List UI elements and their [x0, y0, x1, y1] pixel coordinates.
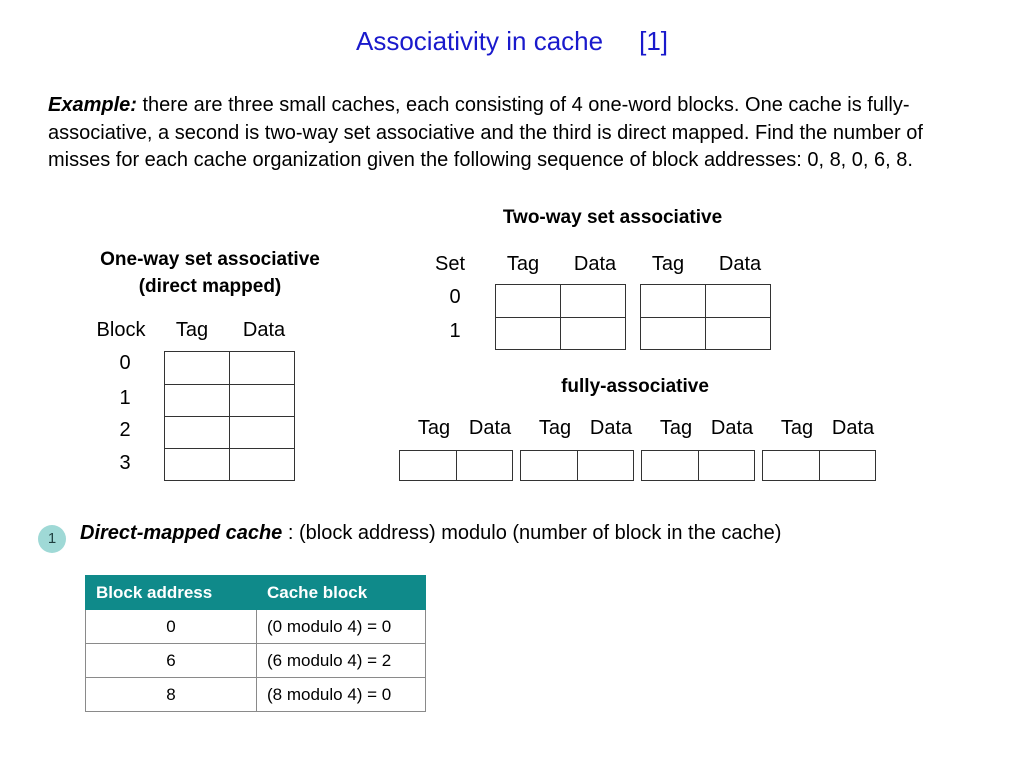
example-paragraph	[48, 92, 988, 175]
fa-data-cell	[698, 450, 755, 481]
dm-tag-cell	[164, 351, 230, 385]
tw-data-cell	[560, 317, 626, 350]
dm-data-cell	[229, 448, 295, 481]
fa-col-tag: Tag	[538, 417, 572, 439]
tw-col-data: Data	[573, 253, 617, 275]
tw-tag-cell	[640, 284, 706, 318]
cell-block-address: 0	[86, 610, 257, 644]
fa-data-cell	[577, 450, 634, 481]
dm-row-label: 3	[119, 452, 131, 474]
fa-tag-cell	[520, 450, 578, 481]
tw-tag-cell	[640, 317, 706, 350]
direct-mapped-note	[80, 522, 781, 545]
tw-tag-cell	[495, 284, 561, 318]
fa-tag-cell	[641, 450, 699, 481]
direct-mapped-heading	[60, 246, 360, 300]
note-lead: Direct-mapped cache	[80, 522, 283, 544]
cell-cache-block: (6 modulo 4) = 2	[257, 644, 426, 678]
fa-tag-cell	[762, 450, 820, 481]
direct-mapped-heading-line2: (direct mapped)	[138, 276, 282, 297]
fa-col-data: Data	[468, 417, 512, 439]
fa-col-data: Data	[589, 417, 633, 439]
tw-row-label: 0	[449, 286, 461, 308]
two-way-heading: Two-way set associative	[502, 207, 723, 228]
cell-cache-block: (8 modulo 4) = 0	[257, 678, 426, 712]
tw-data-cell	[705, 284, 771, 318]
fa-col-tag: Tag	[780, 417, 814, 439]
tw-data-cell	[705, 317, 771, 350]
fa-col-data: Data	[710, 417, 754, 439]
dm-row-label: 2	[119, 419, 131, 441]
table-row	[86, 644, 426, 678]
dm-col-data: Data	[242, 319, 286, 341]
example-body: there are three small caches, each consisting of 4 one-word blocks. One cache is fully-associative, a second is two-way set associative and the third is direct mapped. Find the number of misses for each cache organization given the following sequence of block addresses: 0, 8, 0, 6, 8.	[48, 94, 923, 171]
example-lead: Example:	[48, 94, 137, 116]
fa-data-cell	[819, 450, 876, 481]
dm-tag-cell	[164, 448, 230, 481]
fa-col-data: Data	[831, 417, 875, 439]
dm-row-label: 0	[119, 352, 131, 374]
table-row	[86, 678, 426, 712]
fully-associative-heading: fully-associative	[561, 376, 709, 397]
tw-col-data: Data	[718, 253, 762, 275]
title-reference: [1]	[639, 26, 669, 56]
tw-data-cell	[560, 284, 626, 318]
dm-row-label: 1	[119, 387, 131, 409]
direct-mapped-heading-line1: One-way set associative	[100, 249, 320, 270]
dm-data-cell	[229, 384, 295, 417]
header-block-address: Block address	[86, 576, 257, 610]
table-header-row	[86, 576, 426, 610]
dm-col-block: Block	[96, 319, 146, 341]
tw-row-label: 1	[449, 320, 461, 342]
cell-cache-block: (0 modulo 4) = 0	[257, 610, 426, 644]
dm-tag-cell	[164, 416, 230, 449]
dm-data-cell	[229, 351, 295, 385]
page-title	[0, 26, 1024, 57]
dm-col-tag: Tag	[175, 319, 209, 341]
tw-col-set: Set	[434, 253, 466, 275]
fa-tag-cell	[399, 450, 457, 481]
tw-col-tag: Tag	[506, 253, 540, 275]
note-body: : (block address) modulo (number of block in the cache)	[282, 522, 782, 544]
dm-tag-cell	[164, 384, 230, 417]
fa-col-tag: Tag	[417, 417, 451, 439]
cell-block-address: 8	[86, 678, 257, 712]
fa-col-tag: Tag	[659, 417, 693, 439]
dm-data-cell	[229, 416, 295, 449]
table-row	[86, 610, 426, 644]
fa-data-cell	[456, 450, 513, 481]
tw-tag-cell	[495, 317, 561, 350]
title-text: Associativity in cache	[355, 26, 604, 56]
modulo-table	[85, 575, 426, 712]
note-number-badge: 1	[38, 525, 66, 553]
header-cache-block: Cache block	[257, 576, 426, 610]
tw-col-tag: Tag	[651, 253, 685, 275]
cell-block-address: 6	[86, 644, 257, 678]
